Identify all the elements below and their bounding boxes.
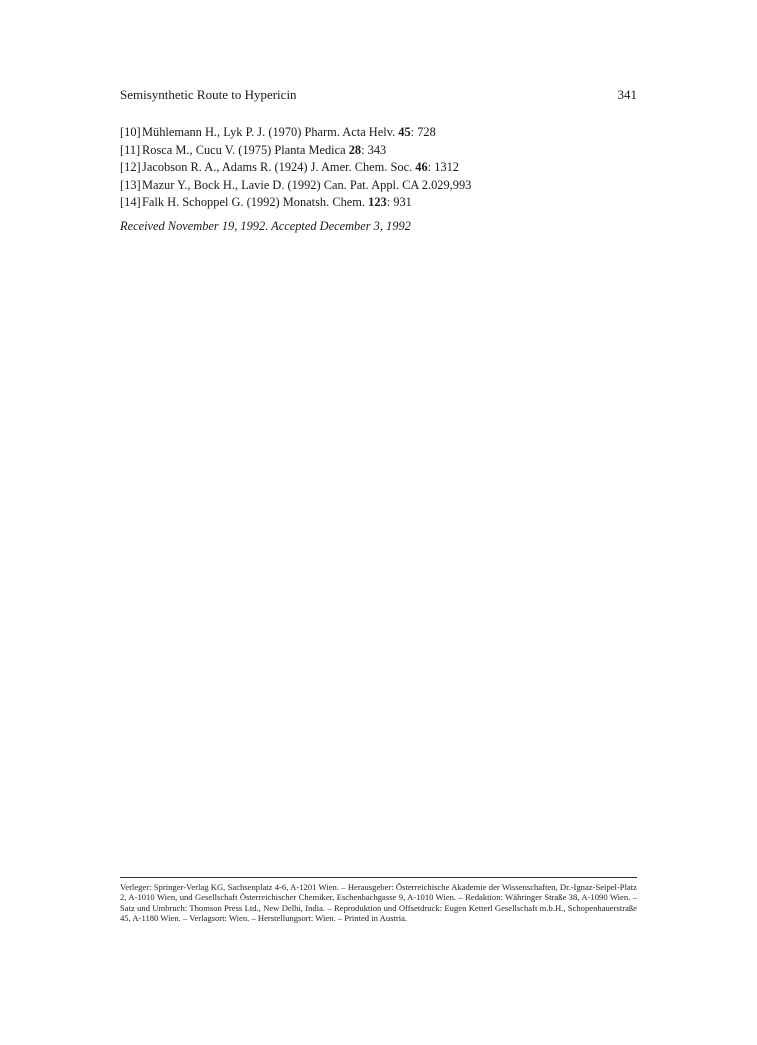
- reference-pages: : 1312: [427, 160, 459, 175]
- reference-item: [120, 142, 640, 160]
- reference-number: [14]: [120, 195, 141, 210]
- reference-item: [120, 159, 640, 177]
- reference-text: Falk H. Schoppel G. (1992) Monatsh. Chem.: [142, 195, 369, 210]
- running-title: Semisynthetic Route to Hypericin: [120, 87, 297, 102]
- reference-item: [120, 177, 640, 195]
- reference-text: Jacobson R. A., Adams R. (1924) J. Amer. Chem. Soc.: [142, 160, 416, 175]
- reference-volume: 28: [348, 142, 362, 157]
- reference-item: [120, 194, 640, 212]
- reference-volume: 123: [368, 195, 387, 210]
- reference-pages: : 343: [361, 142, 387, 157]
- reference-pages: : 931: [386, 195, 412, 210]
- reference-number: [13]: [120, 177, 141, 192]
- footer-divider: [120, 877, 637, 878]
- reference-number: [11]: [120, 142, 141, 157]
- reference-number: [12]: [120, 160, 141, 175]
- reference-pages: : 728: [410, 125, 436, 139]
- received-accepted-dates: Received November 19, 1992. Accepted December 3, 1992: [120, 219, 411, 233]
- reference-text: Mazur Y., Bock H., Lavie D. (1992) Can. Pat. Appl. CA 2.029,993: [142, 177, 472, 192]
- reference-volume: 46: [415, 160, 428, 175]
- reference-text: Mühlemann H., Lyk P. J. (1970) Pharm. Acta Helv.: [142, 125, 399, 139]
- reference-text: Rosca M., Cucu V. (1975) Planta Medica: [142, 142, 349, 157]
- reference-list: [120, 124, 640, 212]
- running-head: [120, 87, 637, 103]
- reference-volume: 45: [398, 125, 411, 139]
- reference-number: [10]: [120, 125, 141, 139]
- publisher-imprint: Verleger: Springer-Verlag KG, Sachsenplatz 4-6, A-1201 Wien. – Herausgeber: Österreichische Akademie der Wissenschaften, Dr.-Ignaz-Seipel-Platz 2, A-1010 Wien, und Gesellschaft Österreichischer Chemiker, Eschenbachgasse 9, A-1010 Wien. – Redaktion: Währinger Straße 38, A-1090 Wien. – Satz und Umbruch: Thomson Press Ltd., New Delhi, India. – Reproduktion und Offsetdruck: Eugen Ketterl Gesellschaft m.b.H., Schopenhauerstraße 45, A-1180 Wien. – Verlagsort: Wien. – Herstellungsort: Wien. – Printed in Austria.: [120, 882, 637, 924]
- page-number: 341: [617, 87, 637, 102]
- reference-item: [120, 124, 640, 142]
